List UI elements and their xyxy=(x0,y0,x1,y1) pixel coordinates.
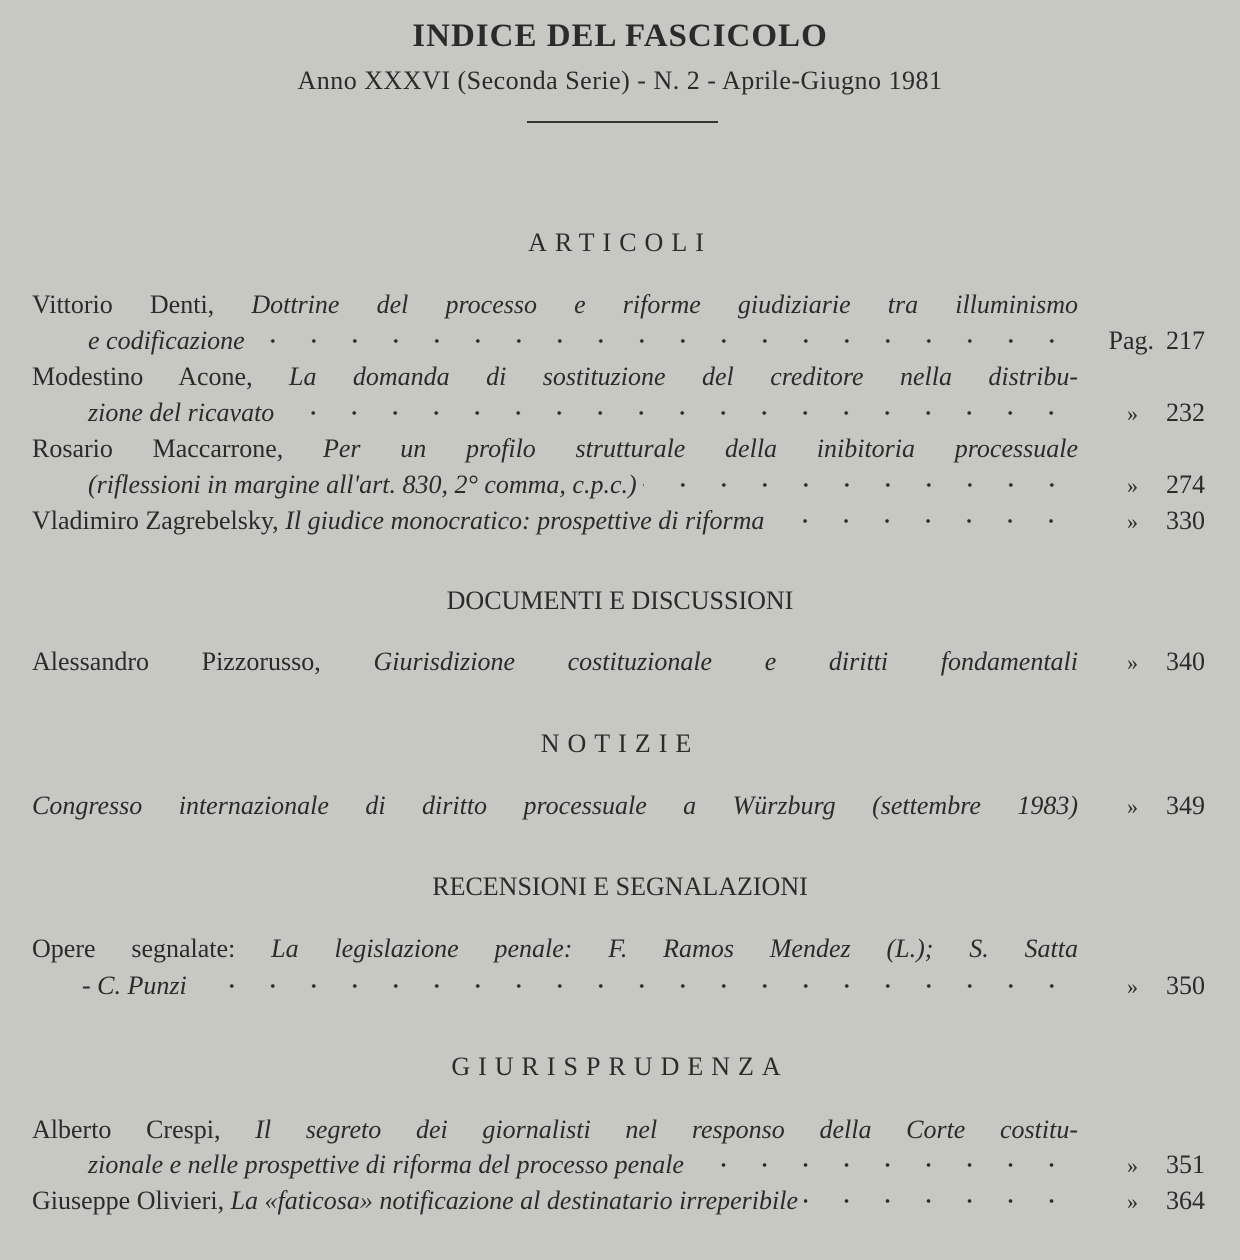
dot-leader xyxy=(690,1160,1072,1170)
page-number: 340 xyxy=(1166,647,1205,676)
entry-title: La «faticosa» notificazione al destinatario irreperibile xyxy=(230,1186,798,1215)
issue-subtitle: Anno XXXVI (Seconda Serie) - N. 2 - Aprile-Giugno 1981 xyxy=(297,66,943,95)
title-divider xyxy=(527,121,718,123)
entry-author: Rosario Maccarrone, xyxy=(32,434,284,463)
entry-author: Alessandro Pizzorusso, xyxy=(32,647,321,676)
entry-title: La legislazione penale: F. Ramos Mendez (L.); S. Satta xyxy=(271,934,1078,963)
page-marker: » xyxy=(1127,974,1138,999)
page-marker: » xyxy=(1127,650,1138,675)
entry-title-cont: zionale e nelle prospettive di riforma del processo penale xyxy=(88,1150,684,1179)
page-number: 350 xyxy=(1166,971,1205,1000)
page-number: 217 xyxy=(1166,326,1205,355)
dot-leader xyxy=(193,981,1072,991)
toc-entry-crespi-cont xyxy=(32,1147,1205,1183)
section-heading-articoli: ARTICOLI xyxy=(528,228,712,257)
entry-title-cont: e codificazione xyxy=(88,326,245,355)
dot-leader xyxy=(643,480,1072,490)
page-number: 330 xyxy=(1166,506,1205,535)
toc-entry-maccarrone xyxy=(32,431,1205,467)
page-marker: » xyxy=(1127,1189,1138,1214)
page-marker: » xyxy=(1127,794,1138,819)
page-number: 349 xyxy=(1166,791,1205,820)
page-marker: Pag. xyxy=(1108,326,1154,355)
toc-entry-denti xyxy=(32,287,1205,323)
entry-title: Dottrine del processo e riforme giudiziarie tra illuminismo xyxy=(251,290,1078,319)
page-number: 364 xyxy=(1166,1186,1205,1215)
toc-entry-opere-cont xyxy=(32,968,1205,1004)
toc-entry-denti-cont xyxy=(32,323,1205,359)
dot-leader xyxy=(770,516,1072,526)
entry-author: Vladimiro Zagrebelsky, xyxy=(32,506,279,535)
entry-author: Alberto Crespi, xyxy=(32,1115,221,1144)
entry-author: Opere segnalate: xyxy=(32,934,236,963)
toc-entry-congresso xyxy=(32,788,1205,824)
page-marker: » xyxy=(1127,473,1138,498)
entry-title: La domanda di sostituzione del creditore nella distribu- xyxy=(289,362,1078,391)
entry-author: Giuseppe Olivieri, xyxy=(32,1186,225,1215)
toc-entry-acone-cont xyxy=(32,395,1205,431)
page-title: INDICE DEL FASCICOLO xyxy=(412,18,828,54)
dot-leader xyxy=(280,408,1072,418)
page-number: 274 xyxy=(1166,470,1205,499)
entry-title-cont: zione del ricavato xyxy=(88,398,275,427)
toc-entry-opere xyxy=(32,931,1205,967)
entry-title: Il giudice monocratico: prospettive di riforma xyxy=(285,506,765,535)
entry-author: Vittorio Denti, xyxy=(32,290,215,319)
dot-leader xyxy=(804,1196,1072,1206)
toc-entry-olivieri xyxy=(32,1183,1205,1219)
page-number: 351 xyxy=(1166,1150,1205,1179)
toc-entry-maccarrone-cont xyxy=(32,467,1205,503)
page-marker: » xyxy=(1127,401,1138,426)
entry-title: Congresso internazionale di diritto processuale a Würzburg (settembre 1983) xyxy=(32,791,1078,820)
toc-entry-zagrebelsky xyxy=(32,503,1205,539)
section-heading-documenti: DOCUMENTI E DISCUSSIONI xyxy=(446,586,794,615)
page-number: 232 xyxy=(1166,398,1205,427)
page-marker: » xyxy=(1127,509,1138,534)
toc-entry-acone xyxy=(32,359,1205,395)
entry-title-cont: - C. Punzi xyxy=(82,971,187,1000)
entry-author: Modestino Acone, xyxy=(32,362,253,391)
section-heading-giurisprudenza: GIURISPRUDENZA xyxy=(451,1052,789,1081)
section-heading-recensioni: RECENSIONI E SEGNALAZIONI xyxy=(432,872,808,901)
entry-title: Per un profilo strutturale della inibitoria processuale xyxy=(322,434,1078,463)
dot-leader xyxy=(251,336,1072,346)
entry-title-cont: (riflessioni in margine all'art. 830, 2° comma, c.p.c.) xyxy=(88,470,637,499)
toc-entry-pizzorusso xyxy=(32,644,1205,680)
toc-entry-crespi xyxy=(32,1112,1205,1148)
section-heading-notizie: NOTIZIE xyxy=(540,729,700,758)
entry-title: Giurisdizione costituzionale e diritti fondamentali xyxy=(373,647,1078,676)
entry-title: Il segreto dei giornalisti nel responso della Corte costitu- xyxy=(255,1115,1078,1144)
page-marker: » xyxy=(1127,1153,1138,1178)
